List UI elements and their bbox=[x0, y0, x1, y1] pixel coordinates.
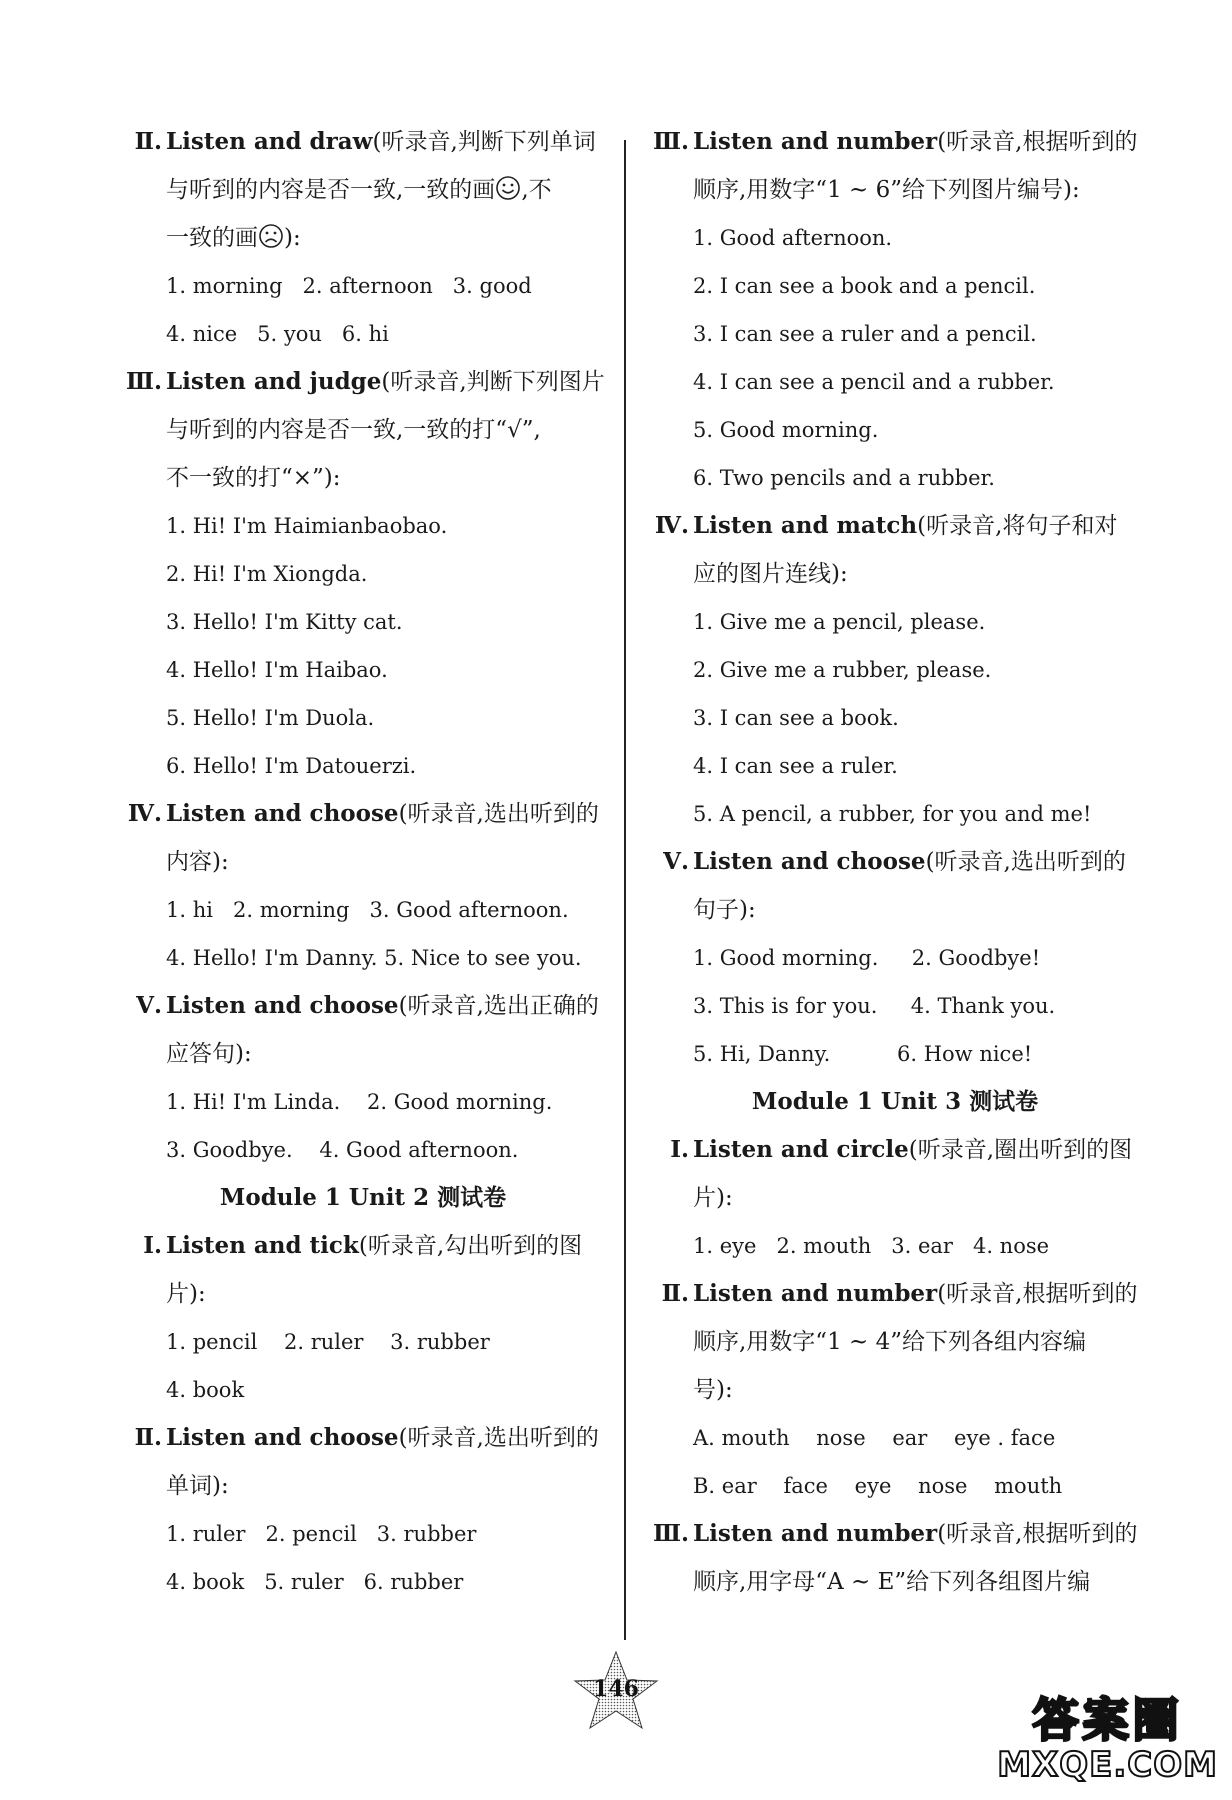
section-title: Listen and choose bbox=[693, 848, 926, 875]
answer-line: 1. eye 2. mouth 3. ear 4. nose bbox=[693, 1234, 1050, 1258]
section-instruction-line: 一致的画 bbox=[166, 225, 258, 251]
page-number: 146 bbox=[593, 1676, 639, 1702]
answer-line: B. ear face eye nose mouth bbox=[693, 1474, 1063, 1498]
answer-line: 4. book bbox=[166, 1378, 245, 1402]
section-instruction: (听录音,选出听到的 bbox=[398, 801, 599, 827]
answer-line: 5. Hello! I'm Duola. bbox=[166, 706, 375, 730]
answer-line: 1. Good morning. 2. Goodbye! bbox=[693, 946, 1041, 970]
answer-line: 1. morning 2. afternoon 3. good bbox=[166, 274, 532, 298]
section-instruction: (听录音,勾出听到的图 bbox=[358, 1233, 583, 1259]
section-instruction: (听录音,根据听到的 bbox=[937, 1281, 1138, 1307]
answer-line: 3. This is for you. 4. Thank you. bbox=[693, 994, 1056, 1018]
sad-face-icon bbox=[258, 218, 284, 244]
section-instruction: (听录音,判断下列单词 bbox=[372, 129, 596, 155]
section-listen-and-match: Ⅳ. Listen and match(听录音,将句子和对 应的图片连线): 1. Give me a pencil, please. 2. Give me a rubber, please. 3. I can see a book. 4. I can see a ruler. 5. A pencil, a rubber, for you and me! bbox=[645, 502, 1145, 838]
section-listen-and-draw: Ⅱ. Listen and draw(听录音,判断下列单词 与听到的内容是否一致,一致的画 ,不 一致的画 ): 1. morning 2. afternoon 3. good 4. nice 5. you 6. hi bbox=[118, 118, 608, 358]
section-number: Ⅲ. bbox=[125, 368, 162, 395]
section-instruction: (听录音,将句子和对 bbox=[917, 513, 1118, 539]
answer-line: 3. I can see a book. bbox=[693, 706, 899, 730]
answer-line: 4. I can see a ruler. bbox=[693, 754, 898, 778]
answer-line: 4. Hello! I'm Haibao. bbox=[166, 658, 388, 682]
answer-line: 1. ruler 2. pencil 3. rubber bbox=[166, 1522, 477, 1546]
answer-line: 1. Hi! I'm Linda. 2. Good morning. bbox=[166, 1090, 553, 1114]
section-listen-and-choose-sentences: Ⅴ. Listen and choose(听录音,选出听到的 句子): 1. Good morning. 2. Goodbye! 3. This is for you. 4. Thank you. 5. Hi, Danny. 6. How nice! bbox=[645, 838, 1145, 1078]
section-listen-and-tick: Ⅰ. Listen and tick(听录音,勾出听到的图 片): 1. pencil 2. ruler 3. rubber 4. book bbox=[118, 1222, 608, 1414]
answer-line: 4. nice 5. you 6. hi bbox=[166, 322, 389, 346]
site-watermark bbox=[997, 1694, 1218, 1784]
section-title: Listen and match bbox=[693, 512, 918, 539]
answer-line: 3. Hello! I'm Kitty cat. bbox=[166, 610, 403, 634]
section-number: Ⅱ. bbox=[134, 128, 162, 155]
section-instruction-line: 与听到的内容是否一致,一致的画 bbox=[166, 177, 496, 203]
answer-line: 4. I can see a pencil and a rubber. bbox=[693, 370, 1055, 394]
answer-line: 5. A pencil, a rubber, for you and me! bbox=[693, 802, 1092, 826]
answer-line: 2. I can see a book and a pencil. bbox=[693, 274, 1036, 298]
section-number: Ⅰ. bbox=[143, 1232, 162, 1259]
section-listen-and-choose-words: Ⅱ. Listen and choose(听录音,选出听到的 单词): 1. ruler 2. pencil 3. rubber 4. book 5. ruler 6. rubber bbox=[118, 1414, 608, 1606]
watermark-logo-text: 答案圈 bbox=[1032, 1693, 1183, 1747]
section-title: Listen and number bbox=[693, 1280, 938, 1307]
section-listen-and-choose-content: Ⅳ. Listen and choose(听录音,选出听到的 内容): 1. hi 2. morning 3. Good afternoon. 4. Hello! I'm Danny. 5. Nice to see you. bbox=[118, 790, 608, 982]
answer-line: 2. Give me a rubber, please. bbox=[693, 658, 992, 682]
section-instruction: (听录音,判断下列图片 bbox=[381, 369, 605, 395]
answer-line: 1. Good afternoon. bbox=[693, 226, 893, 250]
answer-line: 1. pencil 2. ruler 3. rubber bbox=[166, 1330, 490, 1354]
section-listen-and-circle: Ⅰ. Listen and circle(听录音,圈出听到的图 片): 1. eye 2. mouth 3. ear 4. nose bbox=[645, 1126, 1145, 1270]
module-title: Module 1 Unit 3 测试卷 bbox=[751, 1088, 1039, 1115]
answer-line: A. mouth nose ear eye . face bbox=[693, 1426, 1056, 1450]
smiley-face-icon bbox=[495, 170, 521, 196]
answer-line: 4. Hello! I'm Danny. 5. Nice to see you. bbox=[166, 946, 582, 970]
answer-line: 3. Goodbye. 4. Good afternoon. bbox=[166, 1138, 519, 1162]
watermark-url: MXQE.COM bbox=[997, 1745, 1218, 1785]
section-instruction: (听录音,根据听到的 bbox=[937, 1521, 1138, 1547]
section-instruction: (听录音,选出听到的 bbox=[398, 1425, 599, 1451]
module-title: Module 1 Unit 2 测试卷 bbox=[219, 1184, 507, 1211]
section-title: Listen and circle bbox=[693, 1136, 909, 1163]
section-listen-and-number-pictures: Ⅲ. Listen and number(听录音,根据听到的 顺序,用数字“1 ~ 6”给下列图片编号): 1. Good afternoon. 2. I can see a book and a pencil. 3. I can see a ruler and a pencil. 4. I can see a pencil and a rubber. 5. Good morning. 6. Two pencils and a rubber. bbox=[645, 118, 1145, 502]
section-number: Ⅰ. bbox=[670, 1136, 689, 1163]
right-column bbox=[645, 118, 1145, 1606]
section-number: Ⅲ. bbox=[652, 128, 689, 155]
section-instruction: (听录音,选出正确的 bbox=[398, 993, 599, 1019]
section-instruction: (听录音,根据听到的 bbox=[937, 129, 1138, 155]
answer-line: 2. Hi! I'm Xiongda. bbox=[166, 562, 368, 586]
section-title: Listen and choose bbox=[166, 800, 399, 827]
column-divider bbox=[624, 140, 626, 1640]
answer-line: 5. Good morning. bbox=[693, 418, 879, 442]
section-title: Listen and choose bbox=[166, 1424, 399, 1451]
section-number: Ⅳ. bbox=[654, 512, 689, 539]
section-number: Ⅱ. bbox=[134, 1424, 162, 1451]
answer-line: 4. book 5. ruler 6. rubber bbox=[166, 1570, 464, 1594]
section-number: Ⅴ. bbox=[663, 848, 689, 875]
answer-line: 6. Hello! I'm Datouerzi. bbox=[166, 754, 417, 778]
section-number: Ⅱ. bbox=[661, 1280, 689, 1307]
section-listen-and-number-words: Ⅱ. Listen and number(听录音,根据听到的 顺序,用数字“1 ~ 4”给下列各组内容编 号): A. mouth nose ear eye . face B. ear face eye nose mouth bbox=[645, 1270, 1145, 1510]
left-column bbox=[118, 118, 608, 1606]
answer-line: 1. Give me a pencil, please. bbox=[693, 610, 986, 634]
answer-line: 3. I can see a ruler and a pencil. bbox=[693, 322, 1037, 346]
section-title: Listen and choose bbox=[166, 992, 399, 1019]
section-instruction: (听录音,圈出听到的图 bbox=[908, 1137, 1133, 1163]
section-number: Ⅴ. bbox=[136, 992, 162, 1019]
answer-line: 1. hi 2. morning 3. Good afternoon. bbox=[166, 898, 569, 922]
section-title: Listen and judge bbox=[166, 368, 382, 395]
section-listen-and-number-letters: Ⅲ. Listen and number(听录音,根据听到的 顺序,用字母“A ~ E”给下列各组图片编 bbox=[645, 1510, 1145, 1606]
section-title: Listen and tick bbox=[166, 1232, 359, 1259]
answer-line: 1. Hi! I'm Haimianbaobao. bbox=[166, 514, 448, 538]
section-listen-and-judge: Ⅲ. Listen and judge(听录音,判断下列图片 与听到的内容是否一致,一致的打“√”, 不一致的打“×”): 1. Hi! I'm Haimianbaobao. 2. Hi! I'm Xiongda. 3. Hello! I'm Kitty cat. 4. Hello! I'm Haibao. 5. Hello! I'm Duola. 6. Hello! I'm Datouerzi. bbox=[118, 358, 608, 790]
section-title: Listen and number bbox=[693, 1520, 938, 1547]
section-title: Listen and number bbox=[693, 128, 938, 155]
section-listen-and-choose-response: Ⅴ. Listen and choose(听录音,选出正确的 应答句): 1. Hi! I'm Linda. 2. Good morning. 3. Goodbye. 4. Good afternoon. bbox=[118, 982, 608, 1174]
star-icon bbox=[571, 1650, 661, 1730]
answer-line: 6. Two pencils and a rubber. bbox=[693, 466, 995, 490]
answer-line: 5. Hi, Danny. 6. How nice! bbox=[693, 1042, 1033, 1066]
section-title: Listen and draw bbox=[166, 128, 373, 155]
section-number: Ⅲ. bbox=[652, 1520, 689, 1547]
section-instruction: (听录音,选出听到的 bbox=[925, 849, 1126, 875]
section-number: Ⅳ. bbox=[127, 800, 162, 827]
